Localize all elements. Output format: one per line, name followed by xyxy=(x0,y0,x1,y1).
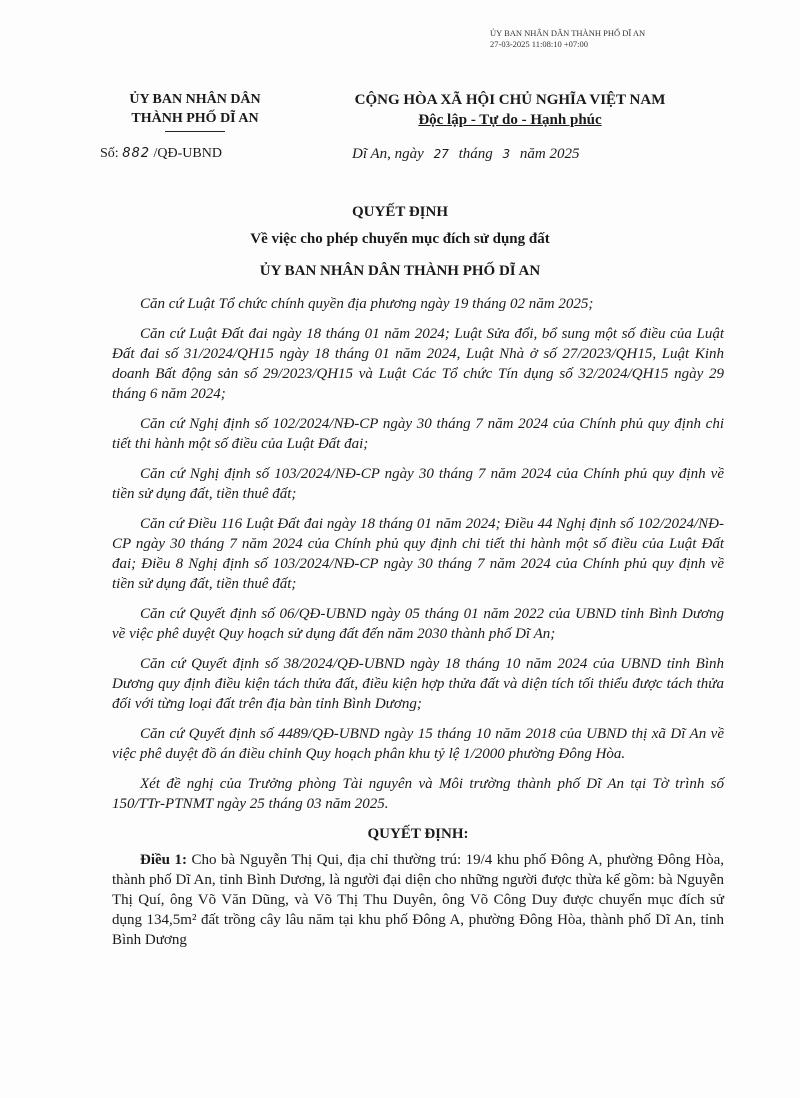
stamp-issuer: ỦY BAN NHÂN DÂN THÀNH PHỐ DĨ AN xyxy=(490,28,646,38)
preamble-paragraph: Căn cứ Điều 116 Luật Đất đai ngày 18 tháng 01 năm 2024; Điều 44 Nghị định số 102/2024/NĐ-CP ngày 30 tháng 7 năm 2024 của Chính phủ quy định chi tiết thi hành một số điều của Luật Đất đai; Điều 8 Nghị định số 103/2024/NĐ-CP ngày 30 tháng 7 năm 2024 của Chính phủ quy định về tiền sử dụng đất, tiền thuê đất; xyxy=(112,516,724,592)
national-motto: Độc lập - Tự do - Hạnh phúc xyxy=(418,112,602,128)
preamble-paragraph: Căn cứ Luật Tổ chức chính quyền địa phương ngày 19 tháng 02 năm 2025; xyxy=(140,296,594,312)
national-header xyxy=(300,90,720,130)
preamble-paragraph: Căn cứ Quyết định số 38/2024/QĐ-UBND ngày 18 tháng 10 năm 2024 của UBND tỉnh Bình Dương quy định điều kiện tách thửa đất, điều kiện hợp thửa đất và diện tích tối thiểu được tách thửa đối với từng loại đất trên địa bàn tỉnh Bình Dương; xyxy=(112,656,724,712)
preamble-paragraph: Căn cứ Quyết định số 06/QĐ-UBND ngày 05 tháng 01 năm 2022 của UBND tỉnh Bình Dương về việc phê duyệt Quy hoạch sử dụng đất đến năm 2030 thành phố Dĩ An; xyxy=(112,606,724,642)
article-1 xyxy=(112,850,724,950)
issuer-line-1: ỦY BAN NHÂN DÂN xyxy=(129,92,261,107)
document-title: QUYẾT ĐỊNH xyxy=(352,204,448,220)
preamble-paragraph: Căn cứ Nghị định số 102/2024/NĐ-CP ngày 30 tháng 7 năm 2024 của Chính phủ quy định chi tiết thi hành một số điều của Luật Đất đai; xyxy=(112,416,724,452)
date-place: Dĩ An, ngày xyxy=(352,146,424,162)
date-day: 27 xyxy=(433,147,449,161)
date-month-label: tháng xyxy=(458,146,493,162)
preamble-paragraph: Căn cứ Nghị định số 103/2024/NĐ-CP ngày 30 tháng 7 năm 2024 của Chính phủ quy định về tiền sử dụng đất, tiền thuê đất; xyxy=(112,466,724,502)
preamble-paragraph: Căn cứ Quyết định số 4489/QĐ-UBND ngày 15 tháng 10 năm 2018 của UBND thị xã Dĩ An về việc phê duyệt đồ án điều chỉnh Quy hoạch phân khu tỷ lệ 1/2000 phường Đông Hòa. xyxy=(112,726,724,762)
date-year: năm 2025 xyxy=(519,146,580,162)
document-issuer: ỦY BAN NHÂN DÂN THÀNH PHỐ DĨ AN xyxy=(259,263,541,279)
document-body xyxy=(112,294,724,950)
article-1-label: Điều 1: xyxy=(140,852,187,868)
preamble-paragraph: Căn cứ Luật Đất đai ngày 18 tháng 01 năm 2024; Luật Sửa đổi, bổ sung một số điều của Luật Đất đai số 31/2024/QH15 ngày 18 tháng 01 năm 2024, Luật Nhà ở số 27/2023/QH15, Luật Kinh doanh Bất động sản số 29/2023/QH15 và Luật Các Tổ chức Tín dụng số 32/2024/QH15 ngày 29 tháng 6 năm 2024; xyxy=(112,326,724,402)
doc-number-prefix: Số: xyxy=(100,146,119,161)
digital-signature-stamp xyxy=(490,28,720,50)
stamp-timestamp: 27-03-2025 11:08:10 +07:00 xyxy=(490,39,588,49)
doc-number-handwritten: 882 xyxy=(122,146,151,161)
issuer-header xyxy=(100,90,290,132)
issuer-line-2: THÀNH PHỐ DĨ AN xyxy=(131,111,259,126)
national-title: CỘNG HÒA XÃ HỘI CHỦ NGHĨA VIỆT NAM xyxy=(354,92,666,108)
article-1-text: Cho bà Nguyễn Thị Qui, địa chỉ thường trú: 19/4 khu phố Đông A, phường Đông Hòa, thành phố Dĩ An, tỉnh Bình Dương, là người đại diện cho những người được thừa kế gồm: bà Nguyễn Thị Quí, ông Võ Văn Dũng, và Võ Thị Thu Duyên, ông Võ Công Duy được chuyển mục đích sử dụng 134,5m² đất trồng cây lâu năm tại khu phố Đông A, phường Đông Hòa, thành phố Dĩ An, tỉnh Bình Dương xyxy=(112,852,725,948)
preamble-paragraph: Xét đề nghị của Trưởng phòng Tài nguyên và Môi trường thành phố Dĩ An tại Tờ trình số 150/TTr-PTNMT ngày 25 tháng 03 năm 2025. xyxy=(112,776,724,812)
document-number xyxy=(100,146,222,162)
document-subject: Về việc cho phép chuyển mục đích sử dụng đất xyxy=(250,231,550,247)
decision-heading: QUYẾT ĐỊNH: xyxy=(367,826,469,842)
doc-number-suffix: /QĐ-UBND xyxy=(153,146,222,161)
issue-date xyxy=(352,146,580,163)
header-divider xyxy=(165,131,225,132)
date-month: 3 xyxy=(502,147,511,161)
